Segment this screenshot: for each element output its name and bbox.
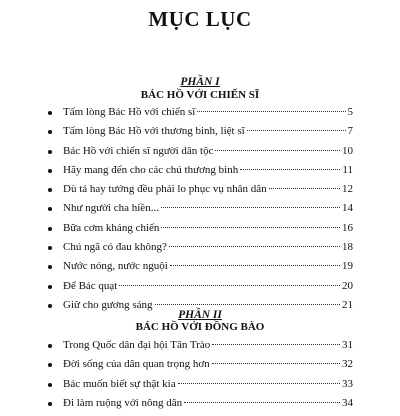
toc-entry-title: Hãy mang đến cho các chú thương binh <box>63 163 239 176</box>
toc-entry-row <box>63 241 353 253</box>
part-2-title: BÁC HỒ VỚI ĐỒNG BÀO <box>135 321 265 333</box>
toc-entry-page-number: 34 <box>342 396 353 409</box>
toc-entry-page-number: 11 <box>342 163 353 176</box>
part-2-label: PHẦN II <box>178 309 222 321</box>
dot-leader <box>119 285 340 286</box>
dot-leader <box>169 246 340 247</box>
toc-entry-title: Để Bác quạt <box>63 279 118 292</box>
dot-leader <box>161 207 340 208</box>
toc-entry-page-number: 16 <box>342 221 353 234</box>
toc-entry-row <box>63 145 353 157</box>
toc-entry-row <box>63 280 353 292</box>
toc-entry[interactable] <box>0 202 400 221</box>
toc-entry[interactable] <box>0 339 400 358</box>
toc-entry[interactable] <box>0 145 400 164</box>
bullet-icon <box>48 285 52 289</box>
dot-leader <box>170 265 340 266</box>
toc-entry[interactable] <box>0 260 400 279</box>
dot-leader <box>197 111 345 112</box>
toc-entry[interactable] <box>0 106 400 125</box>
toc-entry-page-number: 32 <box>342 358 353 371</box>
toc-entry-page-number: 14 <box>342 202 353 215</box>
toc-entry-row <box>63 397 353 409</box>
toc-entry[interactable] <box>0 183 400 202</box>
toc-entry-title: Nước nóng, nước nguội <box>63 260 168 273</box>
toc-entry-row <box>63 106 353 118</box>
toc-entry-title: Chú ngã có đau không? <box>63 241 167 254</box>
toc-entry[interactable] <box>0 358 400 377</box>
bullet-icon <box>48 227 52 231</box>
toc-entry-title: Bác muốn biết sự thật kia <box>63 377 176 390</box>
toc-entry-page-number: 18 <box>342 241 353 254</box>
toc-entry[interactable] <box>0 164 400 183</box>
toc-entry-title: Tấm lòng Bác Hồ với chiến sĩ <box>63 106 196 118</box>
part-1-toc-list <box>0 106 400 318</box>
bullet-icon <box>48 207 52 211</box>
toc-entry-page-number: 21 <box>342 298 353 311</box>
part-1-title: BÁC HỒ VỚI CHIẾN SĨ <box>140 89 260 101</box>
toc-entry-page-number: 5 <box>347 106 353 118</box>
bullet-icon <box>48 402 52 406</box>
bullet-icon <box>48 344 52 348</box>
toc-entry-title: Giữ cho gương sáng <box>63 298 153 311</box>
dot-leader <box>161 227 340 228</box>
dot-leader <box>269 188 340 189</box>
toc-entry-row <box>63 260 353 272</box>
bullet-icon <box>48 111 52 115</box>
toc-entry-title: Bữa cơm kháng chiến <box>63 221 160 234</box>
toc-entry-row <box>63 125 353 137</box>
toc-entry[interactable] <box>0 222 400 241</box>
toc-entry-page-number: 20 <box>342 279 353 292</box>
part-2-toc-list <box>0 339 400 416</box>
dot-leader <box>184 402 340 403</box>
dot-leader <box>247 130 346 131</box>
toc-entry-row <box>63 378 353 390</box>
toc-entry-title: Tấm lòng Bác Hồ với thương binh, liệt sĩ <box>63 125 245 138</box>
toc-entry-page-number: 10 <box>342 144 353 157</box>
bullet-icon <box>48 363 52 367</box>
bullet-icon <box>48 383 52 387</box>
toc-entry-title: Như người cha hiền... <box>63 202 159 215</box>
toc-entry-row <box>63 202 353 214</box>
toc-entry-title: Đời sống của dân quan trọng hơn <box>63 358 210 371</box>
toc-entry-title: Dù tá hay tướng đều phải lo phục vụ nhân dân <box>63 183 267 196</box>
document-title: MỤC LỤC <box>148 7 252 31</box>
dot-leader <box>240 169 340 170</box>
part-1-label: PHẦN I <box>180 76 220 88</box>
toc-entry-page-number: 12 <box>342 183 353 196</box>
toc-entry-row <box>63 358 353 370</box>
dot-leader <box>155 304 340 305</box>
toc-entry-title: Bác Hồ với chiến sĩ người dân tộc <box>63 144 214 157</box>
bullet-icon <box>48 169 52 173</box>
toc-entry-row <box>63 222 353 234</box>
dot-leader <box>178 383 340 384</box>
bullet-icon <box>48 150 52 154</box>
dot-leader <box>215 150 340 151</box>
bullet-icon <box>48 188 52 192</box>
toc-entry-page-number: 33 <box>342 377 353 390</box>
toc-entry-title: Trong Quốc dân đại hội Tân Trào <box>63 339 211 351</box>
toc-entry[interactable] <box>0 125 400 144</box>
toc-entry[interactable] <box>0 378 400 397</box>
toc-entry-row <box>63 164 353 176</box>
toc-entry-title: Đi làm ruộng với nông dân <box>63 396 183 409</box>
dot-leader <box>212 344 340 345</box>
bullet-icon <box>48 304 52 308</box>
bullet-icon <box>48 265 52 269</box>
bullet-icon <box>48 130 52 134</box>
toc-entry-page-number: 31 <box>342 339 353 351</box>
toc-entry-page-number: 7 <box>347 125 353 138</box>
toc-entry-page-number: 19 <box>342 260 353 273</box>
dot-leader <box>212 363 340 364</box>
toc-entry[interactable] <box>0 241 400 260</box>
toc-entry[interactable] <box>0 280 400 299</box>
toc-entry-row <box>63 183 353 195</box>
toc-entry-row <box>63 339 353 351</box>
bullet-icon <box>48 246 52 250</box>
